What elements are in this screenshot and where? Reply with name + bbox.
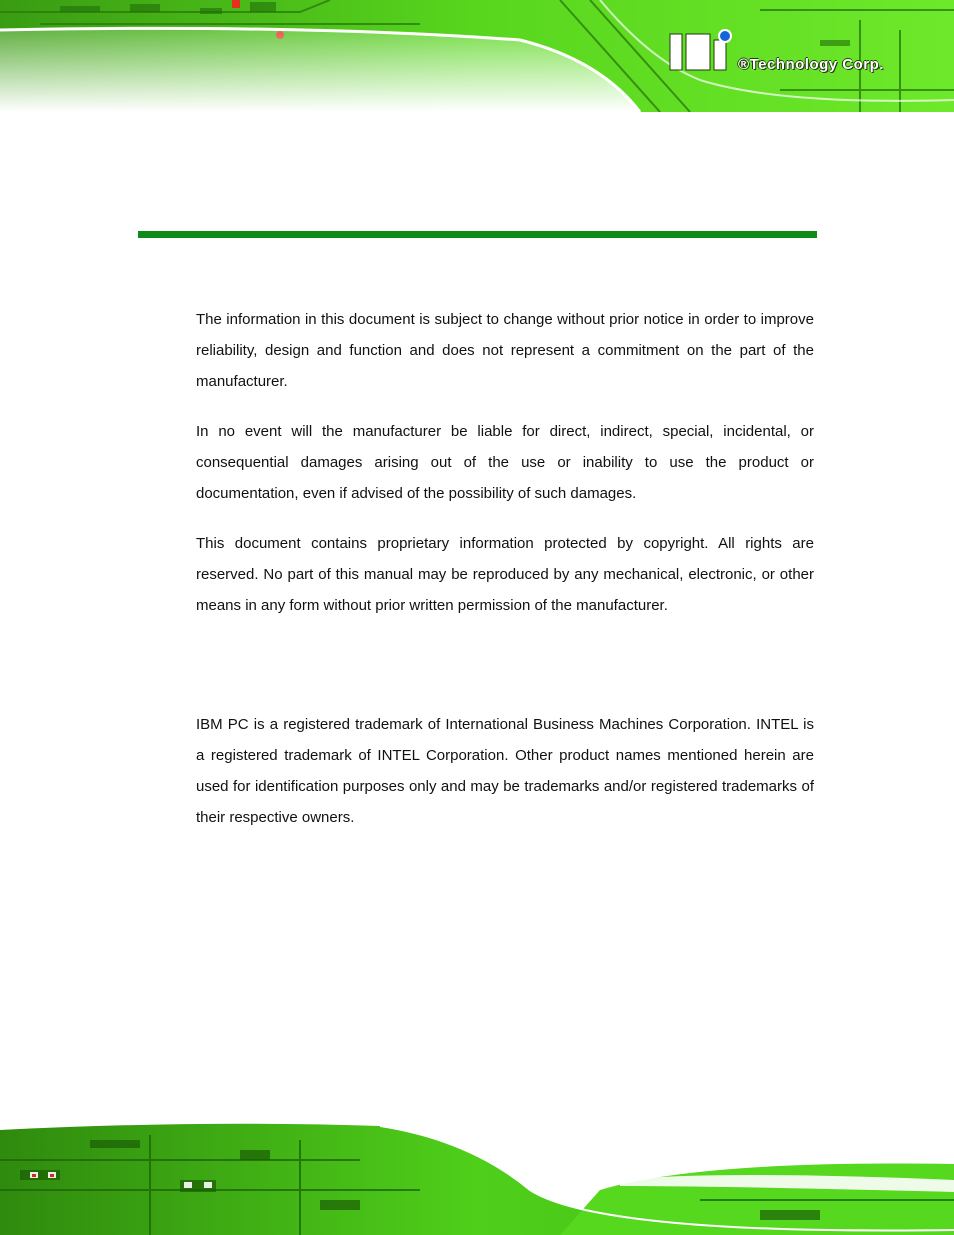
header-circuit-banner <box>0 0 954 112</box>
circuit-board-footer-graphic <box>0 1120 954 1235</box>
copyright-paragraph-1: The information in this document is subject to change without prior notice in order to improve reliability, design and function and does not represent a commitment on the part of the manufacturer. <box>196 311 814 390</box>
section-divider <box>138 231 817 238</box>
trademark-paragraph: IBM PC is a registered trademark of International Business Machines Corporation. INTEL is a registered trademark of INTEL Corporation. Other product names mentioned herein are used for identification purposes only and may be trademarks and/or registered trademarks of their respective owners. <box>196 716 814 826</box>
document-body <box>196 304 814 852</box>
copyright-paragraph-2: In no event will the manufacturer be liable for direct, indirect, special, incidental, or consequential damages arising out of the use or inability to use the product or documentation, even if advised of the possibility of such damages. <box>196 423 814 502</box>
logo-tagline: ®Technology Corp. <box>738 56 884 73</box>
copyright-paragraph-3: This document contains proprietary information protected by copyright. All rights are reserved. No part of this manual may be reproduced by any mechanical, electronic, or other means in any form without prior written permission of the manufacturer. <box>196 535 814 614</box>
iei-logo-icon <box>670 30 731 70</box>
footer-circuit-banner <box>0 1120 954 1235</box>
